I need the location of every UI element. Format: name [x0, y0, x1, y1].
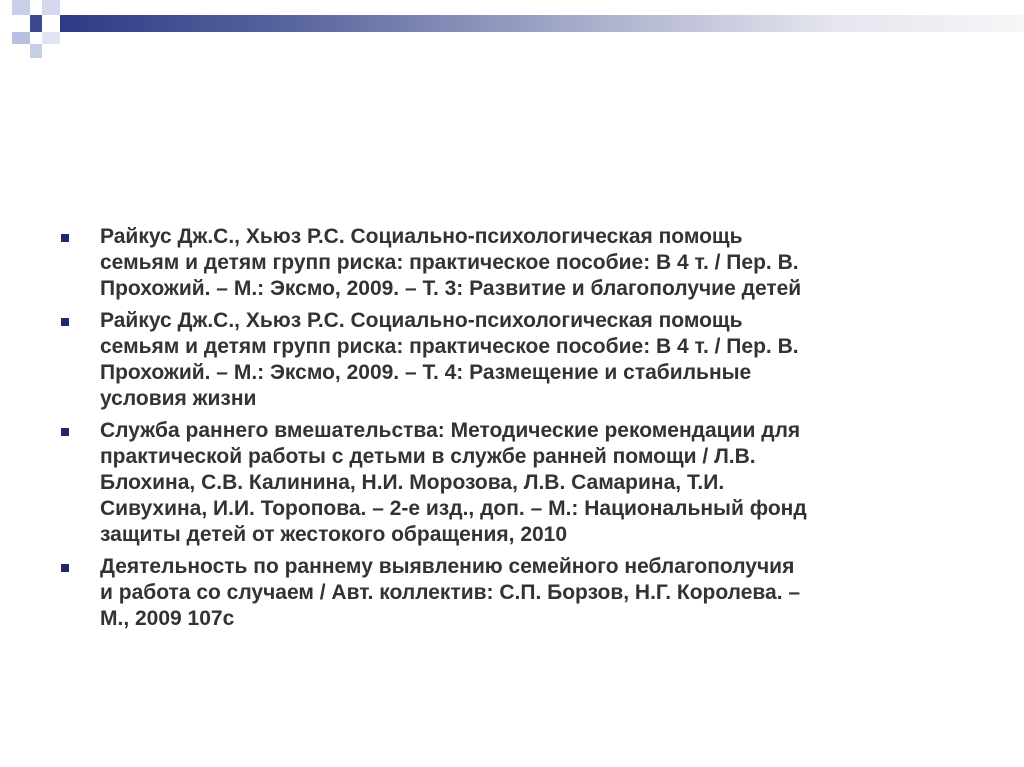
- reference-line: Блохина, С.В. Калинина, Н.И. Морозова, Л.В. Самарина, Т.И.: [100, 471, 725, 494]
- reference-line: условия жизни: [100, 387, 257, 410]
- reference-item: [58, 224, 978, 302]
- reference-line: семьям и детям групп риска: практическое пособие: В 4 т. / Пер. В.: [100, 251, 799, 274]
- decor-square: [0, 15, 12, 32]
- decor-square: [30, 44, 42, 58]
- reference-line: защиты детей от жестокого обращения, 2010: [100, 523, 568, 546]
- references-content: [58, 224, 978, 638]
- reference-line: Прохожий. – М.: Эксмо, 2009. – Т. 3: Развитие и благополучие детей: [100, 277, 802, 300]
- references-list: [58, 224, 978, 632]
- reference-line: семьям и детям групп риска: практическое пособие: В 4 т. / Пер. В.: [100, 335, 799, 358]
- reference-line: практической работы с детьми в службе ранней помощи / Л.В.: [100, 445, 756, 468]
- reference-line: Райкус Дж.С., Хьюз Р.С. Социально-психологическая помощь: [100, 309, 743, 332]
- reference-line: Служба раннего вмешательства: Методические рекомендации для: [100, 419, 801, 442]
- decor-square: [42, 0, 60, 15]
- square-bullet-icon: [61, 564, 69, 572]
- reference-line: М., 2009 107с: [100, 607, 235, 630]
- reference-line: Сивухина, И.И. Торопова. – 2-е изд., доп. – М.: Национальный фонд: [100, 497, 807, 520]
- reference-item: [58, 308, 978, 412]
- decor-square: [12, 32, 30, 44]
- decor-square: [12, 0, 30, 15]
- square-bullet-icon: [61, 318, 69, 326]
- reference-line: и работа со случаем / Авт. коллектив: С.П. Борзов, Н.Г. Королева. –: [100, 581, 801, 604]
- decor-square: [12, 15, 30, 32]
- reference-line: Райкус Дж.С., Хьюз Р.С. Социально-психологическая помощь: [100, 225, 743, 248]
- reference-item: [58, 418, 978, 548]
- decor-square: [42, 32, 60, 44]
- square-bullet-icon: [61, 234, 69, 242]
- reference-line: Прохожий. – М.: Эксмо, 2009. – Т. 4: Размещение и стабильные: [100, 361, 752, 384]
- reference-line: Деятельность по раннему выявлению семейного неблагополучия: [100, 555, 795, 578]
- decor-square: [30, 15, 42, 32]
- header-gradient-band: [60, 15, 1024, 32]
- square-bullet-icon: [61, 428, 69, 436]
- reference-item: [58, 554, 978, 632]
- decor-square: [30, 0, 42, 15]
